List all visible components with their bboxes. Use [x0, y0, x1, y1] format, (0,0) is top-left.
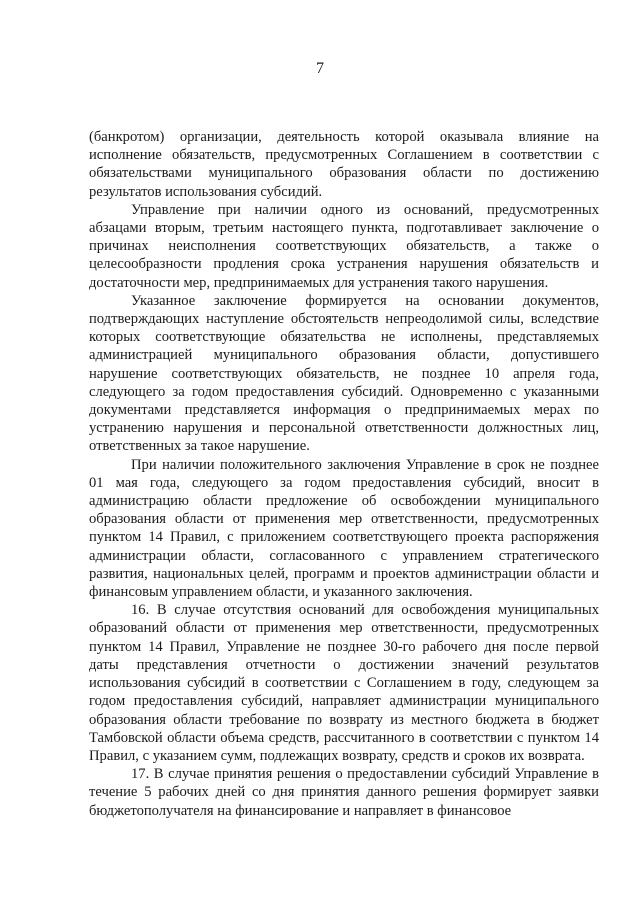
- paragraph: Указанное заключение формируется на основании документов, подтверждающих наступление обстоятельств непреодолимой силы, вследствие которых соответствующие обязательства не исполнены, представляемых администрацией муниципального образования области, допустившего нарушение соответствующих обязательств, не позднее 10 апреля года, следующего за годом предоставления субсидий. Одновременно с указанными документами представляется информация о предпринимаемых мерах по устранению нарушения и персональной ответственности должностных лиц, ответственных за такое нарушение.: [89, 292, 599, 455]
- paragraph-clause-16: 16. В случае отсутствия оснований для освобождения муниципальных образований области от применения мер ответственности, предусмотренных пунктом 14 Правил, Управление не позднее 30-го рабочего дня после первой даты представления отчетности о достижении значений результатов использования субсидий в соответствии с Соглашением в году, следующем за годом предоставления субсидий, направляет администрации муниципального образования области требование по возврату из местного бюджета в бюджет Тамбовской области объема средств, рассчитанного в соответствии с пунктом 14 Правил, с указанием сумм, подлежащих возврату, средств и сроков их возврата.: [89, 602, 599, 764]
- page-number: 7: [316, 60, 324, 77]
- document-body: [89, 128, 599, 820]
- paragraph-clause-17: 17. В случае принятия решения о предоставлении субсидий Управление в течение 5 рабочих дней со дня принятия данного решения формирует заявки бюджетополучателя на финансирование и направляет в финансовое: [89, 766, 599, 819]
- paragraph: При наличии положительного заключения Управление в срок не позднее 01 мая года, следующего за годом предоставления субсидий, вносит в администрацию области предложение об освобождении муниципального образования области от применения мер ответственности, предусмотренных пунктом 14 Правил, с приложением соответствующего проекта распоряжения администрации области, согласованного с управлением стратегического развития, национальных целей, программ и проектов администрации области и финансовым управлением области, и указанного заключения.: [89, 456, 599, 601]
- paragraph: Управление при наличии одного из оснований, предусмотренных абзацами вторым, третьим настоящего пункта, подготавливает заключение о причинах неисполнения соответствующих обязательств, а также о целесообразности продления срока устранения нарушения обязательств и достаточности мер, предпринимаемых для устранения такого нарушения.: [89, 201, 599, 291]
- paragraph-continuation: (банкротом) организации, деятельность которой оказывала влияние на исполнение обязательств, предусмотренных Соглашением в соответствии с обязательствами муниципального образования области по достижению результатов использования субсидий.: [89, 129, 599, 200]
